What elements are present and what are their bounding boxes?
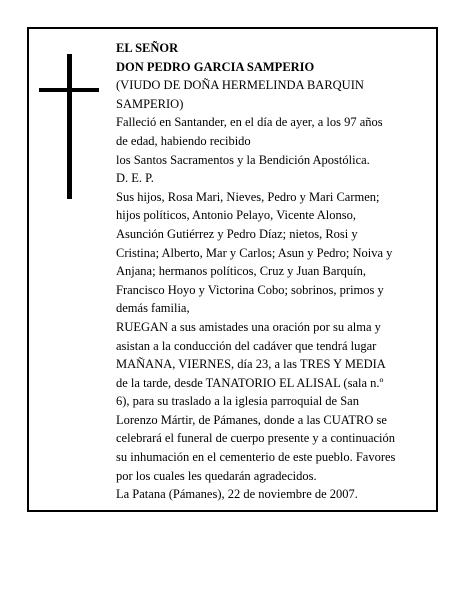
death-notice-line: de edad, habiendo recibido <box>116 133 251 148</box>
request-line: Lorenzo Mártir, de Pámanes, donde a las CUATRO se <box>116 412 387 427</box>
request-line: RUEGAN a sus amistades una oración por su alma y <box>116 319 381 334</box>
subtitle-line-2: SAMPERIO) <box>116 96 184 111</box>
request-line: asistan a la conducción del cadáver que tendrá lugar <box>116 338 377 353</box>
family-line: Sus hijos, Rosa Mari, Nieves, Pedro y Mari Carmen; <box>116 189 380 204</box>
death-notice-line: los Santos Sacramentos y la Bendición Apostólica. <box>116 152 370 167</box>
family-line: demás familia, <box>116 301 190 316</box>
cross-horizontal-bar <box>39 88 99 92</box>
request-line: MAÑANA, VIERNES, día 23, a las TRES Y MEDIA <box>116 357 386 372</box>
family-line: hijos políticos, Antonio Pelayo, Vicente Alonso, <box>116 208 356 223</box>
subtitle-line-1: (VIUDO DE DOÑA HERMELINDA BARQUIN <box>116 78 364 93</box>
cross-vertical-bar <box>67 54 72 199</box>
request-line: celebrará el funeral de cuerpo presente y a continuación <box>116 431 396 446</box>
family-line: Asunción Gutiérrez y Pedro Díaz; nietos, Rosi y <box>116 226 358 241</box>
death-notice-line: Falleció en Santander, en el día de ayer, a los 97 años <box>116 115 383 130</box>
cross-icon <box>39 54 99 199</box>
family-line: Francisco Hoyo y Victorina Cobo; sobrinos, primos y <box>116 282 384 297</box>
notice-text <box>116 39 416 504</box>
family-line: Anjana; hermanos políticos, Cruz y Juan Barquín, <box>116 264 366 279</box>
request-line: 6), para su traslado a la iglesia parroquial de San <box>116 394 359 409</box>
family-line: Cristina; Alberto, Mar y Carlos; Asun y Pedro; Noiva y <box>116 245 393 260</box>
title-line-1: EL SEÑOR <box>116 41 179 55</box>
request-line: por los cuales les quedarán agradecidos. <box>116 468 317 483</box>
place-date-line: La Patana (Pámanes), 22 de noviembre de 2007. <box>116 487 358 502</box>
title-line-2: DON PEDRO GARCIA SAMPERIO <box>116 59 315 74</box>
request-line: de la tarde, desde TANATORIO EL ALISAL (sala n.º <box>116 375 384 390</box>
dep-line: D. E. P. <box>116 171 154 186</box>
obituary-notice <box>27 27 438 512</box>
request-line: su inhumación en el cementerio de este pueblo. Favores <box>116 450 396 465</box>
